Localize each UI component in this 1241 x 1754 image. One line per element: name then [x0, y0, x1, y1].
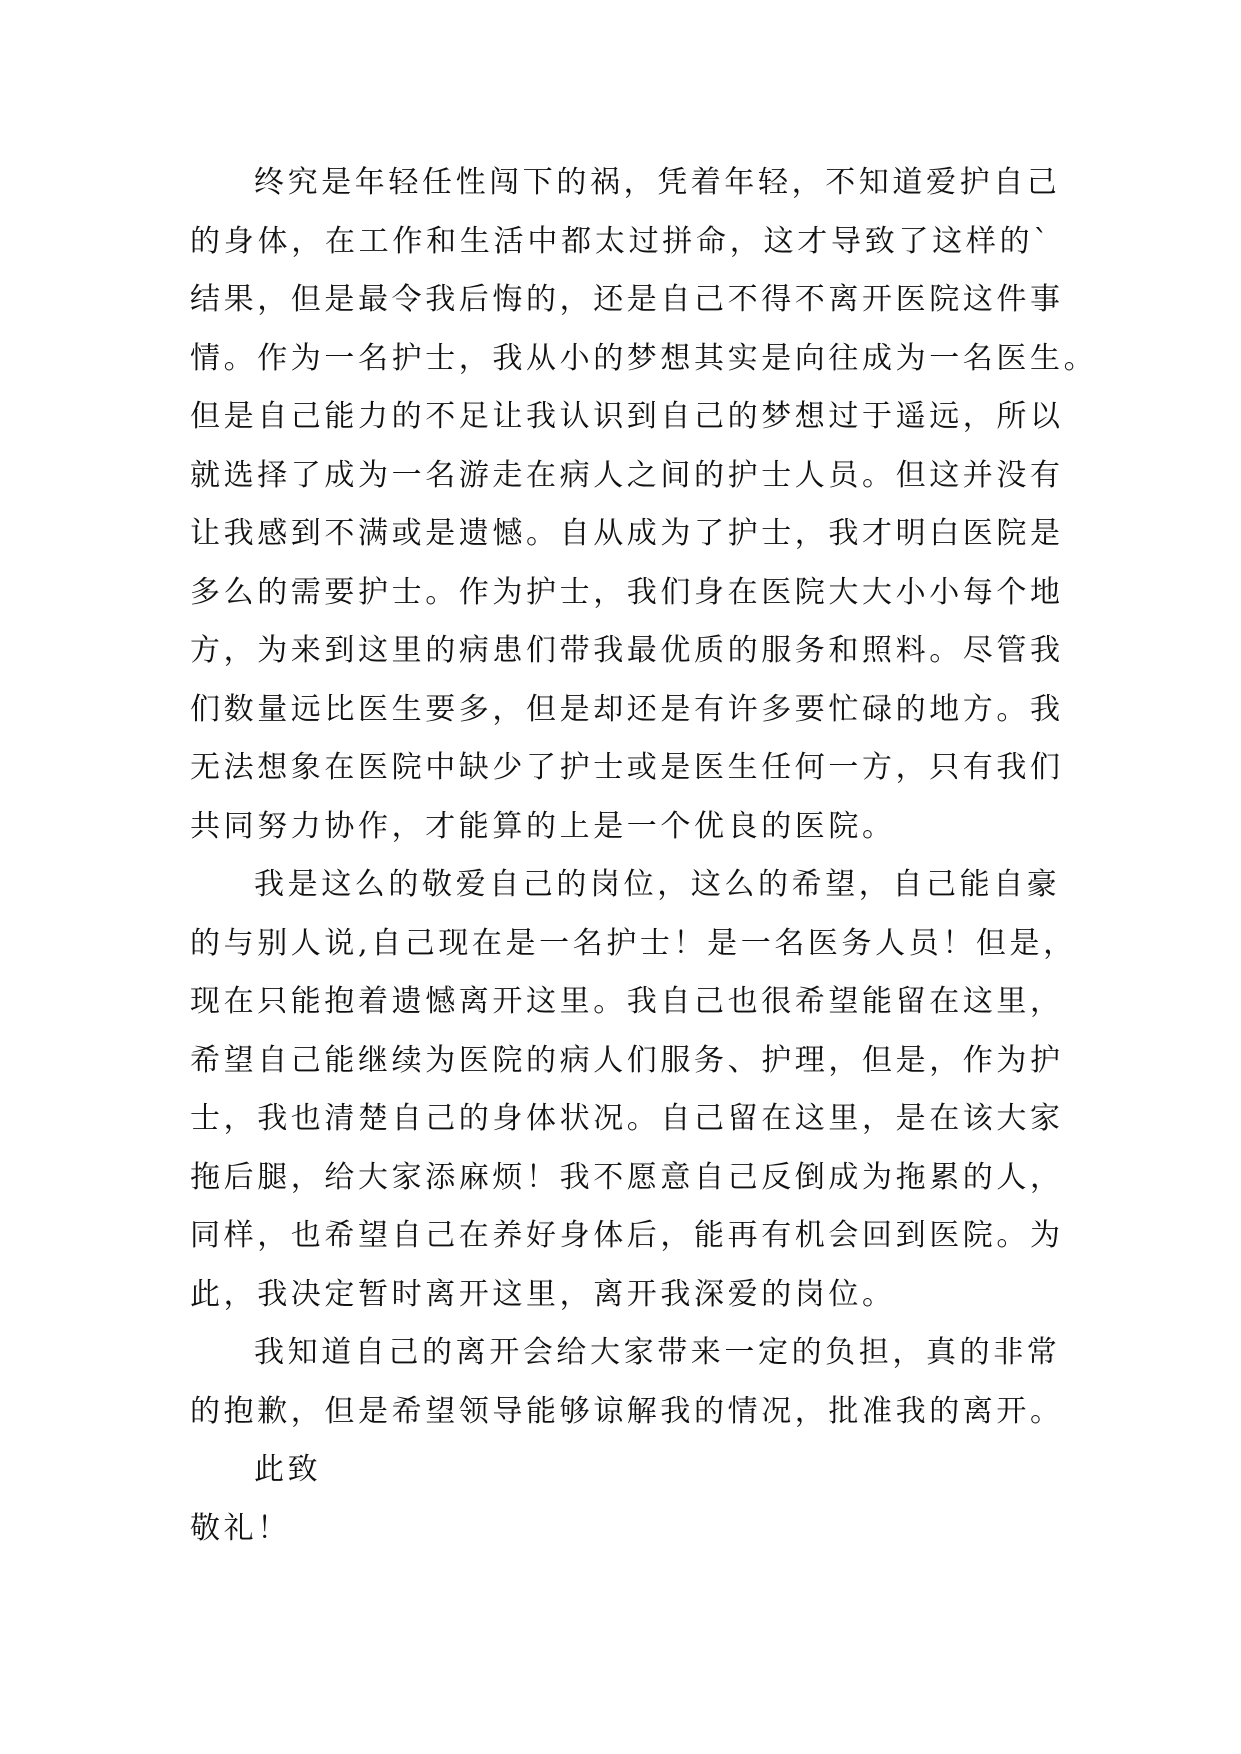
paragraph-2-line-2: 的与别人说,自己现在是一名护士！是一名医务人员！但是， — [190, 925, 1077, 961]
paragraph-1-line-3: 结果，但是最令我后悔的，还是自己不得不离开医院这件事 — [190, 282, 1064, 317]
closing-regards: 敬礼！ — [190, 1510, 291, 1546]
paragraph-1-line-6: 就选择了成为一名游走在病人之间的护士人员。但这并没有 — [190, 457, 1064, 493]
closing-salutation: 此致 — [254, 1452, 322, 1487]
paragraph-1-line-4: 情。作为一名护士，我从小的梦想其实是向往成为一名医生。 — [190, 340, 1098, 376]
paragraph-1-line-2: 的身体，在工作和生活中都太过拼命，这才导致了这样的` — [190, 223, 1052, 259]
paragraph-2-line-4: 希望自己能继续为医院的病人们服务、护理，但是，作为护 — [190, 1042, 1064, 1078]
paragraph-1-line-9: 方，为来到这里的病患们带我最优质的服务和照料。尽管我 — [190, 633, 1064, 668]
letter-body — [190, 154, 1098, 1558]
paragraph-1-line-10: 们数量远比医生要多，但是却还是有许多要忙碌的地方。我 — [190, 691, 1064, 727]
paragraph-3-line-2: 的抱歉，但是希望领导能够谅解我的情况，批准我的离开。 — [190, 1393, 1064, 1429]
paragraph-1-line-1: 终究是年轻任性闯下的祸，凭着年轻，不知道爱护自己 — [254, 165, 1061, 200]
paragraph-1-line-5: 但是自己能力的不足让我认识到自己的梦想过于遥远，所以 — [190, 399, 1064, 434]
paragraph-2-line-3: 现在只能抱着遗憾离开这里。我自己也很希望能留在这里， — [190, 984, 1064, 1019]
paragraph-2-line-6: 拖后腿，给大家添麻烦！我不愿意自己反倒成为拖累的人， — [190, 1159, 1064, 1195]
paragraph-1-line-7: 让我感到不满或是遗憾。自从成为了护士，我才明白医院是 — [190, 516, 1064, 551]
paragraph-1-line-11: 无法想象在医院中缺少了护士或是医生任何一方，只有我们 — [190, 750, 1064, 785]
paragraph-2-line-5: 士，我也清楚自己的身体状况。自己留在这里，是在该大家 — [190, 1101, 1064, 1136]
paragraph-2-line-8: 此，我决定暂时离开这里，离开我深爱的岗位。 — [190, 1276, 896, 1312]
paragraph-2-line-1: 我是这么的敬爱自己的岗位，这么的希望，自己能自豪 — [254, 867, 1061, 902]
paragraph-2-line-7: 同样，也希望自己在养好身体后，能再有机会回到医院。为 — [190, 1218, 1064, 1253]
paragraph-1-line-12: 共同努力协作，才能算的上是一个优良的医院。 — [190, 808, 896, 844]
paragraph-3-line-1: 我知道自己的离开会给大家带来一定的负担，真的非常 — [254, 1335, 1061, 1370]
paragraph-1-line-8: 多么的需要护士。作为护士，我们身在医院大大小小每个地 — [190, 574, 1064, 610]
